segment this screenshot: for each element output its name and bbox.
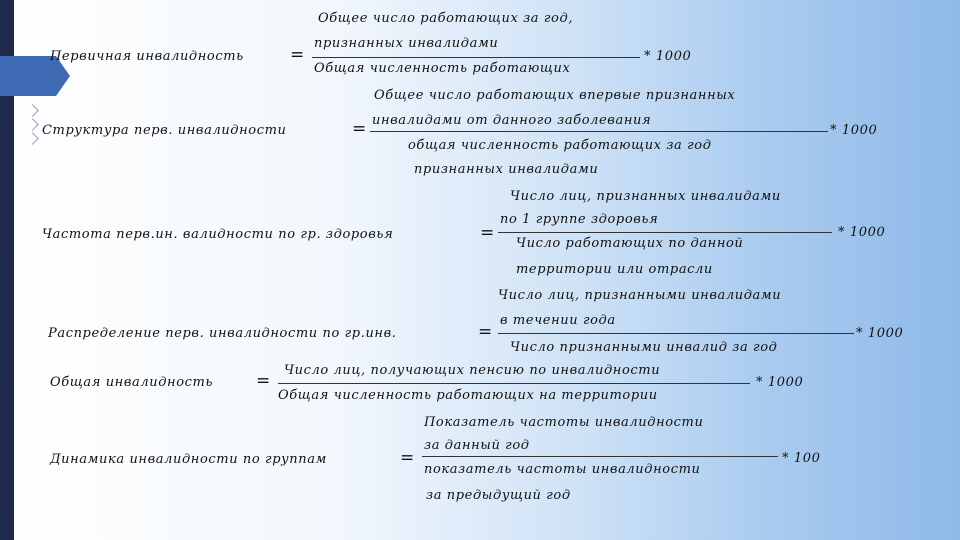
multiplier: * 1000 xyxy=(830,123,878,138)
equals-sign: = xyxy=(478,322,493,342)
equals-sign: = xyxy=(256,371,271,391)
numerator-line: за данный год xyxy=(424,438,530,453)
numerator-line: по 1 группе здоровья xyxy=(500,212,659,227)
numerator-line: инвалидами от данного заболевания xyxy=(372,113,652,128)
multiplier: * 1000 xyxy=(644,49,692,64)
multiplier: * 1000 xyxy=(838,225,886,240)
fraction-bar xyxy=(278,383,750,384)
formula-label: Частота перв.ин. валидности по гр. здоровья xyxy=(42,227,394,242)
formula-label: Общая инвалидность xyxy=(50,375,214,390)
equals-sign: = xyxy=(290,45,305,65)
denominator-line: признанных инвалидами xyxy=(414,162,599,177)
numerator-line: Показатель частоты инвалидности xyxy=(424,415,704,430)
denominator-line: показатель частоты инвалидности xyxy=(424,462,701,477)
chevron-right-icon xyxy=(26,104,39,117)
numerator-line: Число лиц, признанных инвалидами xyxy=(510,189,781,204)
formula-label: Динамика инвалидности по группам xyxy=(50,452,327,467)
chevron-right-icon xyxy=(26,118,39,131)
formula-label: Структура перв. инвалидности xyxy=(42,123,287,138)
numerator-line: Общее число работающих за год, xyxy=(318,11,574,26)
multiplier: * 100 xyxy=(782,451,821,466)
denominator-line: территории или отрасли xyxy=(516,262,713,277)
chevron-right-icon xyxy=(26,132,39,145)
denominator-line: Общая численность работающих на территории xyxy=(278,388,658,403)
denominator-line: Общая численность работающих xyxy=(314,61,571,76)
fraction-bar xyxy=(498,232,832,233)
denominator-line: Число работающих по данной xyxy=(516,236,744,251)
numerator-line: в течении года xyxy=(500,313,616,328)
multiplier: * 1000 xyxy=(756,375,804,390)
numerator-line: Общее число работающих впервые признанных xyxy=(374,88,736,103)
multiplier: * 1000 xyxy=(856,326,904,341)
fraction-bar xyxy=(422,456,778,457)
denominator-line: за предыдущий год xyxy=(426,488,571,503)
fraction-bar xyxy=(498,333,854,334)
fraction-bar xyxy=(312,57,640,58)
formula-label: Первичная инвалидность xyxy=(50,49,244,64)
equals-sign: = xyxy=(352,119,367,139)
sidebar-accent-arrow xyxy=(0,56,56,96)
formula-label: Распределение перв. инвалидности по гр.инв. xyxy=(48,326,397,341)
numerator-line: Число лиц, признанными инвалидами xyxy=(498,288,782,303)
fraction-bar xyxy=(370,131,828,132)
numerator-line: Число лиц, получающих пенсию по инвалидности xyxy=(284,363,661,378)
numerator-line: признанных инвалидами xyxy=(314,36,499,51)
denominator-line: Число признанными инвалид за год xyxy=(510,340,778,355)
equals-sign: = xyxy=(480,223,495,243)
equals-sign: = xyxy=(400,448,415,468)
denominator-line: общая численность работающих за год xyxy=(408,138,712,153)
